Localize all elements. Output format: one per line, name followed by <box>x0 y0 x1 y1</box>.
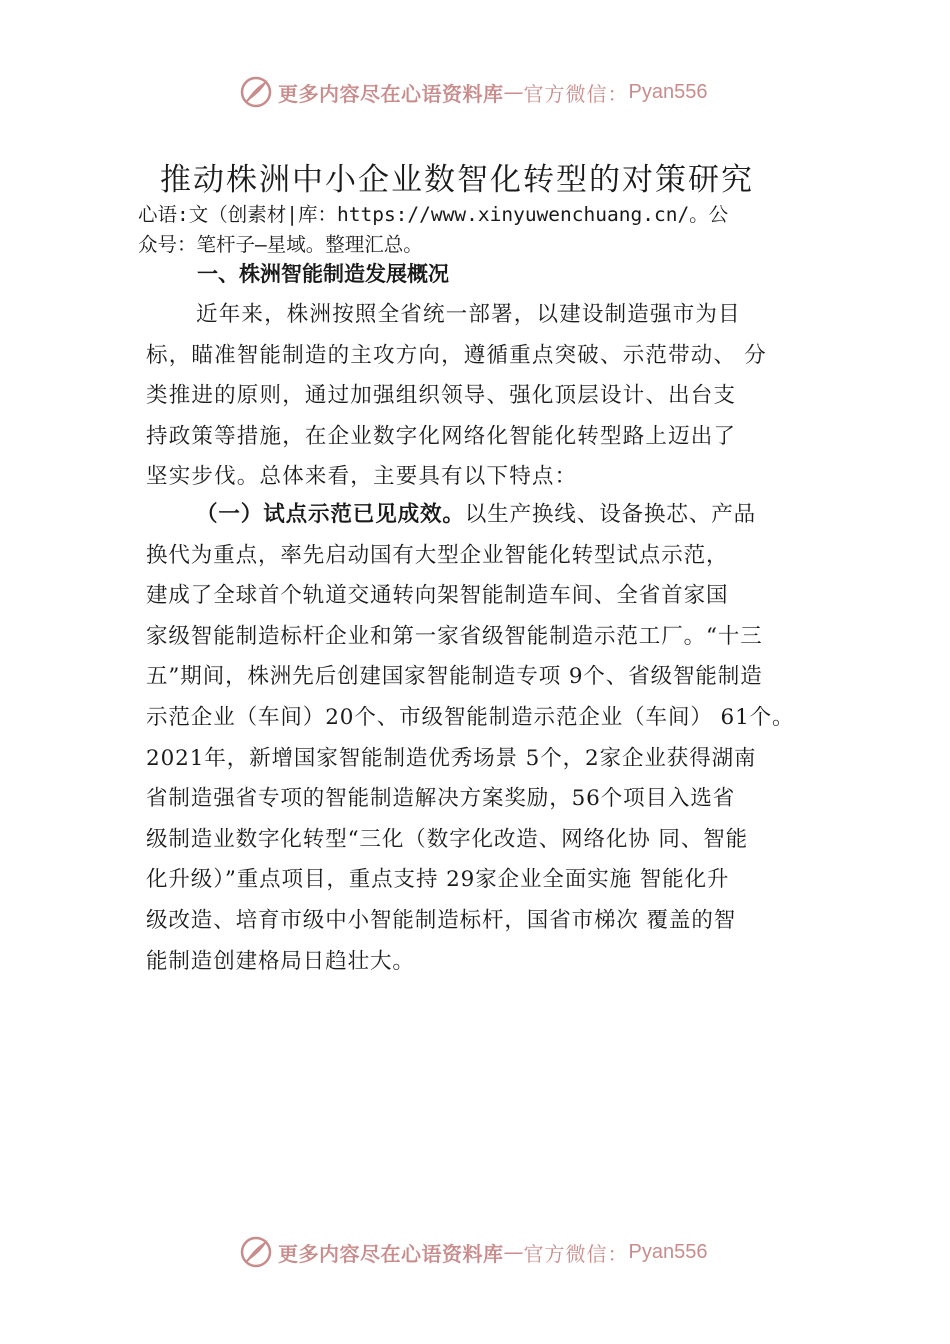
quill-ink-icon <box>238 1234 274 1270</box>
paragraph-line: 家级智能制造标杆企业和第一家省级智能制造示范工厂。“十三 <box>146 623 763 649</box>
document-title: 推动株洲中小企业数智化转型的对策研究 <box>160 162 754 198</box>
header-watermark-banner <box>238 72 707 112</box>
banner-separator: — <box>503 80 524 104</box>
paragraph-line: 类推进的原则，通过加强组织领导、强化顶层设计、出台支 <box>146 383 737 409</box>
source-line: 众号：笔杆子—星域。整理汇总。 <box>138 233 423 256</box>
paragraph-line: 近年来，株洲按照全省统一部署，以建设制造强市为目 <box>196 302 741 327</box>
paragraph-line: 持政策等措施，在企业数字化网络化智能化转型路上迈出了 <box>146 423 737 449</box>
paragraph-line: 换代为重点，率先启动国有大型企业智能化转型试点示范， <box>146 542 729 568</box>
banner-separator: — <box>503 1240 524 1264</box>
paragraph-line: 化升级）”重点项目，重点支持 29家企业全面实施 智能化升 <box>146 867 730 893</box>
quill-ink-icon <box>238 74 274 110</box>
paragraph-line: 省制造强省专项的智能制造解决方案奖励，56个项目入选省 <box>146 786 736 812</box>
banner-wechat-label: 官方微信： <box>523 1241 629 1266</box>
source-line: 心语:文（创素材|库：https://www.xinyuwenchuang.cn/。公 <box>138 203 729 226</box>
banner-wechat-id: Pyan556 <box>628 1240 708 1263</box>
footer-watermark-banner <box>238 1232 707 1272</box>
paragraph-overview <box>146 295 836 498</box>
paragraph-line: 2021年，新增国家智能制造优秀场景 5个，2家企业获得湖南 <box>146 745 757 771</box>
paragraph-line: 五”期间，株洲先后创建国家智能制造专项 9个、省级智能制造 <box>146 664 763 690</box>
paragraph-line: 标，瞄准智能制造的主攻方向，遵循重点突破、示范带动、 分 <box>146 342 767 368</box>
paragraph-line: 级制造业数字化转型“三化（数字化改造、网络化协 同、智能 <box>146 826 749 852</box>
paragraph-line: 能制造创建格局日趋壮大。 <box>146 948 415 974</box>
banner-text: 更多内容尽在心语资料库 <box>278 81 504 106</box>
banner-wechat-id: Pyan556 <box>628 80 708 103</box>
paragraph-line-rest: 以生产换线、设备换芯、产品 <box>464 502 757 527</box>
subsection-heading: （一）试点示范已见成效。 <box>196 502 465 527</box>
paragraph-pilot-demo <box>146 495 836 982</box>
paragraph-line: 坚实步伐。总体来看，主要具有以下特点： <box>146 464 578 490</box>
paragraph-line <box>146 495 836 536</box>
paragraph-line: 示范企业（车间）20个、市级智能制造示范企业（车间） 61个。 <box>146 704 795 730</box>
banner-wechat-label: 官方微信： <box>523 81 629 106</box>
source-note <box>138 200 838 260</box>
section-heading: 一、株洲智能制造发展概况 <box>197 262 449 286</box>
banner-text: 更多内容尽在心语资料库 <box>278 1241 504 1266</box>
paragraph-line: 级改造、培育市级中小智能制造标杆，国省市梯次 覆盖的智 <box>146 907 737 933</box>
paragraph-line: 建成了全球首个轨道交通转向架智能制造车间、全省首家国 <box>146 583 729 609</box>
